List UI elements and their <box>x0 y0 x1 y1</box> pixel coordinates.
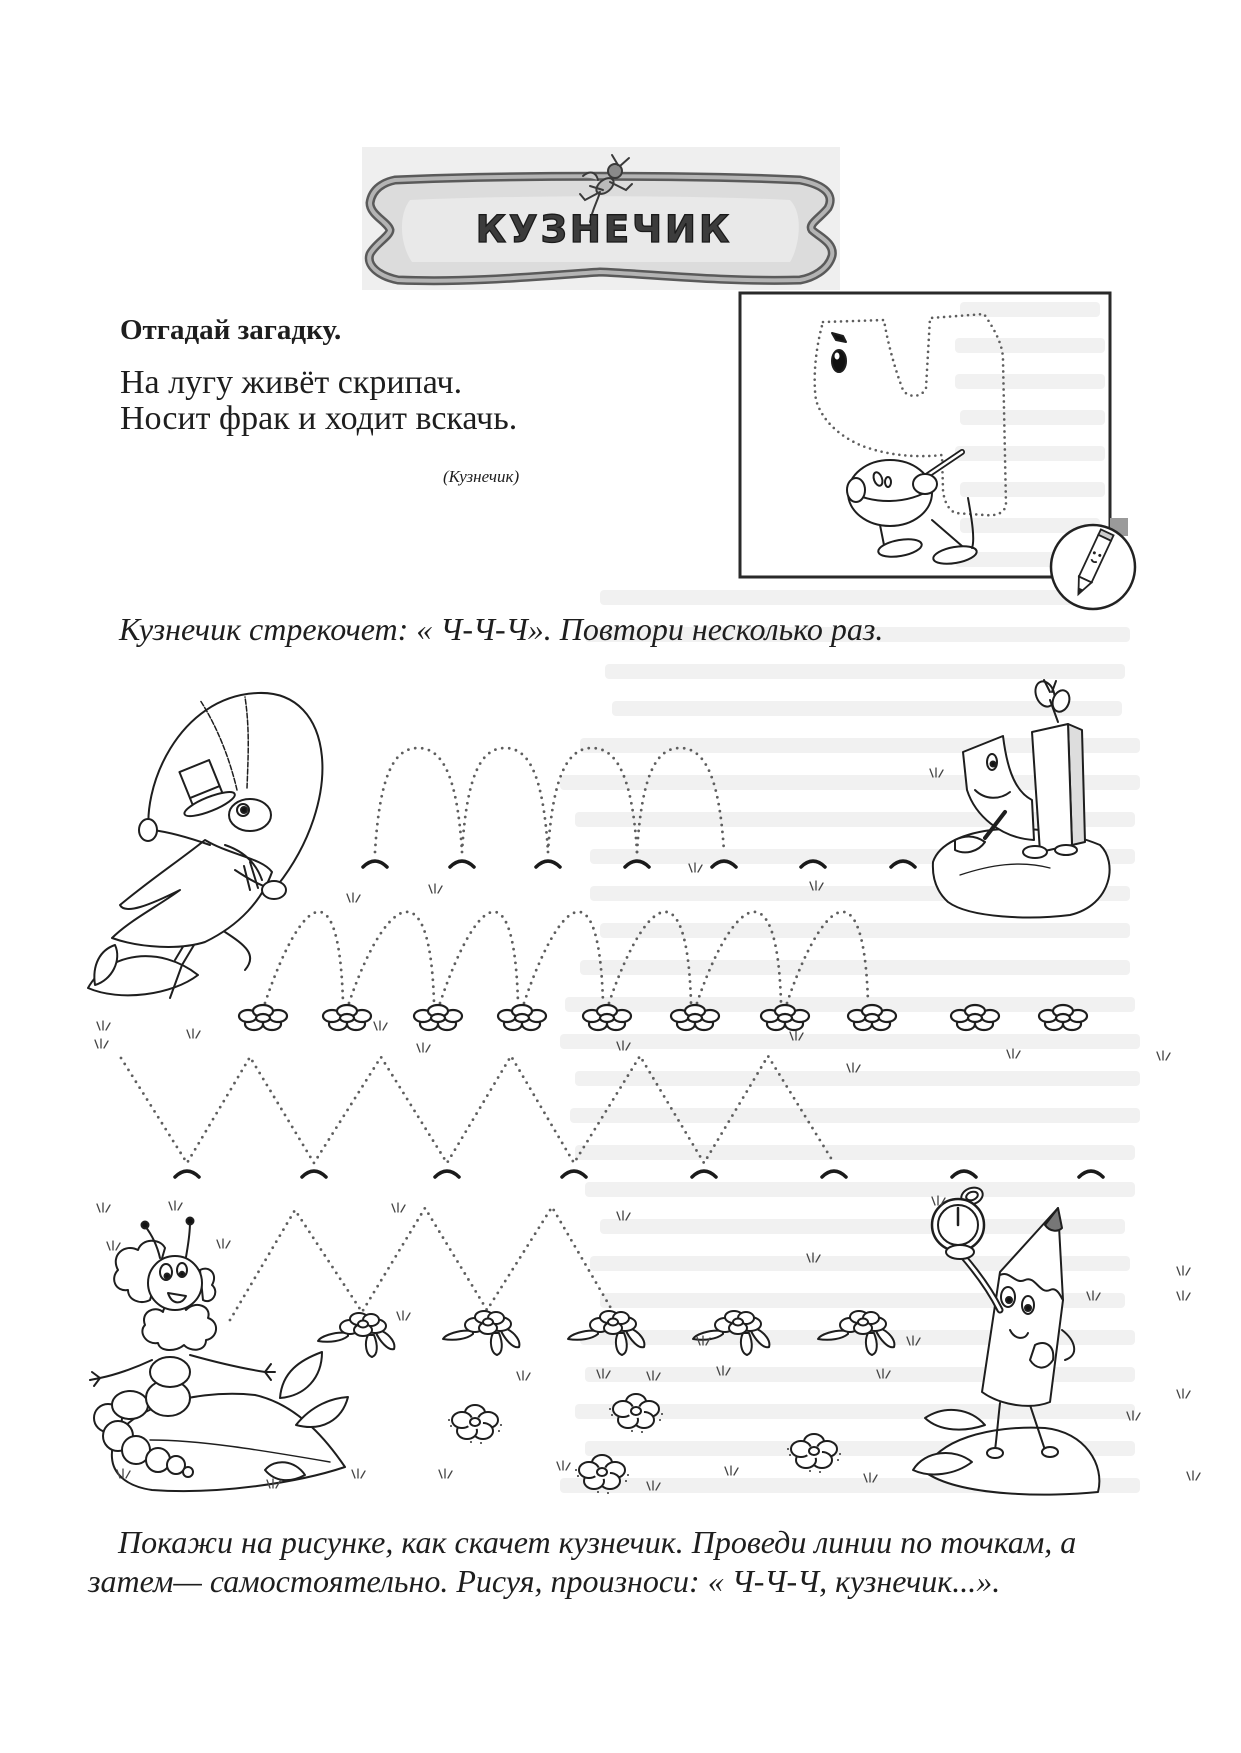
flower-icon <box>318 1313 394 1357</box>
letter-ch-trace-card <box>740 293 1135 609</box>
flower-icon <box>323 1005 371 1030</box>
flower-icon <box>818 1311 894 1355</box>
riddle-line: На лугу живёт скрипач. <box>120 364 463 401</box>
flower-icon <box>609 1394 663 1433</box>
sound-practice-instruction: Кузнечик стрекочет: « Ч-Ч-Ч». Повтори несколько раз. <box>119 611 884 647</box>
flower-icon <box>448 1405 502 1444</box>
flower-icon <box>239 1005 287 1030</box>
grasshopper-violinist-illustration <box>88 693 322 998</box>
flower-icon <box>693 1311 769 1355</box>
riddle-answer: (Кузнечик) <box>443 467 520 486</box>
flower-icon <box>568 1311 644 1355</box>
flower-icon <box>443 1311 519 1355</box>
riddle-heading: Отгадай загадку. <box>120 314 342 346</box>
flower-icon <box>414 1005 462 1030</box>
page-title: КУЗНЕЧИК <box>475 208 733 251</box>
tracing-instruction-line: Покажи на рисунке, как скачет кузнечик. Проведи линии по точкам, а <box>118 1524 1077 1560</box>
flower-icon <box>787 1434 841 1473</box>
tracing-instruction-line: затем— самостоятельно. Рисуя, произноси: « Ч-Ч-Ч, кузнечик...». <box>88 1563 1001 1599</box>
riddle-line: Носит фрак и ходит вскачь. <box>120 400 518 437</box>
caterpillar-illustration <box>90 1218 348 1492</box>
flower-icon <box>498 1005 546 1030</box>
